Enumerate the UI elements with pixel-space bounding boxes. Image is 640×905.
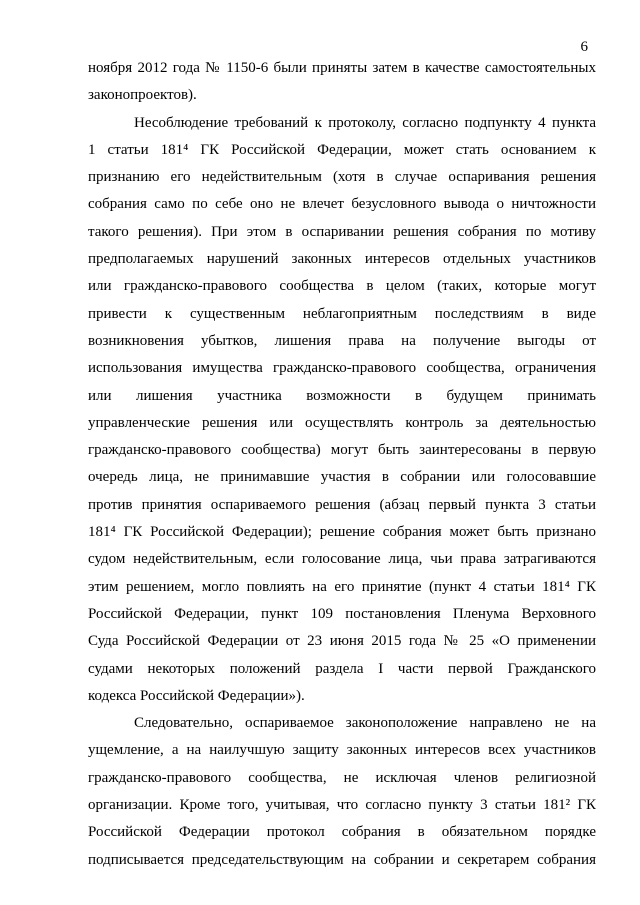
- text-line: ноября 2012 года № 1150-6 были приняты затем в качестве самостоятельных: [88, 60, 596, 76]
- text-line: этим решением, могло повлиять на его принятие (пункт 4 статьи 181⁴ ГК: [88, 578, 596, 595]
- text-line: предполагаемых нарушений законных интересов отдельных участников: [88, 251, 596, 268]
- text-line: или лишения участника возможности в будущем принимать: [88, 387, 596, 404]
- text-line: кодекса Российской Федерации»).: [88, 687, 305, 704]
- text-line: очередь лица, не принимавшие участия в собрании или голосовавшие: [88, 469, 596, 486]
- text-line: привести к существенным неблагоприятным последствиям в виде: [88, 305, 596, 322]
- text-line: Российской Федерации протокол собрания в обязательном порядке: [88, 824, 596, 841]
- text-line: 181⁴ ГК Российской Федерации); решение собрания может быть признано: [88, 524, 596, 541]
- text-line: гражданско-правового сообщества) могут быть заинтересованы в первую: [88, 442, 596, 459]
- text-line: возникновения убытков, лишения права на получение выгоды от: [88, 332, 596, 349]
- text-line: судами некоторых положений раздела I части первой Гражданского: [88, 660, 596, 677]
- document-body: [88, 55, 596, 874]
- text-line: Следовательно, оспариваемое законоположение направлено не на: [134, 715, 596, 732]
- text-line: судом недействительным, если голосование лица, чьи права затрагиваются: [88, 551, 596, 568]
- text-line: собрания само по себе оно не влечет безусловного вывода о ничтожности: [88, 196, 596, 213]
- text-line: Суда Российской Федерации от 23 июня 2015 года № 25 «О применении: [88, 633, 596, 650]
- page-number: 6: [580, 39, 588, 55]
- text-line: Российской Федерации, пункт 109 постановления Пленума Верховного: [88, 605, 596, 622]
- text-line: Несоблюдение требований к протоколу, согласно подпункту 4 пункта: [134, 114, 596, 131]
- text-line: такого решения). При этом в оспаривании решения собрания по мотиву: [88, 223, 596, 240]
- text-line: организации. Кроме того, учитывая, что согласно пункту 3 статьи 181² ГК: [88, 797, 596, 814]
- text-line: законопроектов).: [88, 87, 197, 104]
- text-line: признанию его недействительным (хотя в случае оспаривания решения: [88, 169, 596, 186]
- text-line: гражданско-правового сообщества, не исключая членов религиозной: [88, 769, 596, 786]
- text-line: 1 статьи 181⁴ ГК Российской Федерации, может стать основанием к: [88, 141, 596, 158]
- text-line: управленческие решения или осуществлять контроль за деятельностью: [88, 414, 596, 431]
- text-line: против принятия оспариваемого решения (абзац первый пункта 3 статьи: [88, 496, 596, 513]
- text-line: подписывается председательствующим на собрании и секретарем собрания: [88, 851, 596, 868]
- text-line: ущемление, а на наилучшую защиту законных интересов всех участников: [88, 742, 596, 759]
- text-line: использования имущества гражданско-правового сообщества, ограничения: [88, 360, 596, 377]
- text-line: или гражданско-правового сообщества в целом (таких, которые могут: [88, 278, 596, 295]
